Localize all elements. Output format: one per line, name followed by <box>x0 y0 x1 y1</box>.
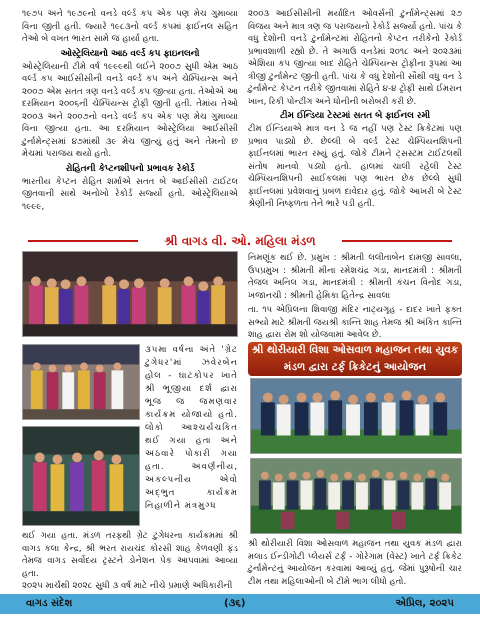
cricket-caption: શ્રી થોરીયારી વિશા ઓસવાળ મહાજન તથા યુવક મંડળ દ્વારા મલાડ ઈન્ડીગોટી પ્લેયર્સ ટર્ફ - ગોરેગામ (વેસ્ટ) ખાતે ટર્ફ ક્રિકેટ ટુર્નામેન્ટનું આયોજન કરવામાં આવ્યું હતું. જેમાં પુરૂષોની ચાર ટીમ તથા મહિલાઓની બે ટીમે ભાગ લીધો હતો. <box>248 539 462 587</box>
vagad-event-caption: ૩૫મા વર્ષના અંતે 'ગ્રેટ ટુગેધર'માં ઝવેરબેન હોલ - ઘાટકોપર ખાતે શ્રી ભૂજીયા દર્શ દ્વારા ભૂજ જ જમણવાર કાર્યક્રમ યોજાયો હતો. લોકો આશ્ચર્યચકિત થઈ ગયા હતા અને અઠવારે પોકારી ગયા હતા. અવર્ણનીય, અકલ્પનીય એવો અદ્ભુત કાર્યક્રમ નિહાળીને મંત્રમુગ્ધ <box>145 345 238 511</box>
section-heading: ઓસ્ટ્રેલિયાનો આઠ વર્લ્ડ કપ ફાઇનલનો <box>60 48 200 59</box>
vagad-mahila-mandal-banner <box>28 232 452 250</box>
left-column-text <box>22 8 238 215</box>
issue-date: એપ્રિલ, ૨૦૨૫ <box>395 598 454 609</box>
paragraph: ઓસ્ટ્રેલિયાની ટીમે વર્ષ ૧૯૯૯થી લઈને ૨૦૦૭ સુધી એમ આઠ વર્લ્ડ કપ આઈસીસીની વનડે વર્લ્ડ કપ અને ચેમ્પિયન્સ અને ૨૦૦૭ એમ સતત ત્રણ વનડે વર્લ્ડ કપ જીત્યા હતા. તેઓએ આ દરમિયાન ૨૦૦૬ની ચેમ્પિયન્સ ટ્રોફી જીતી હતી. તેમાંય તેઓ ૨૦૦૩ અને ૨૦૦૭નો વનડે વર્લ્ડ કપ એક પણ મેચ ગુમાવ્યા વિના જીત્યા હતા. આ દરમિયાન ઓસ્ટ્રેલિયા આઈસીસી ટુર્નામેન્ટ્સમાં ૪૭માંથી ૩૯ મેચ જીત્યું હતું અને તેમનો છ મેચમાં પરાજય થયો હતો. <box>22 61 238 159</box>
group-photo-women <box>22 251 238 337</box>
paragraph: ટીમ ઈન્ડિયાએ માત્ર વન ડે જ નહીં પણ ટેસ્ટ ક્રિકેટમાં પણ પ્રભાવ પાડ્યો છે. છેલ્લી બે વર્લ્ડ ટેસ્ટ ચેમ્પિયનશિપની ફાઈનલમાં ભારત રમ્યું હતું. જોકે ટીમને ટ્સસ્ટમ ટાઈટલથી સંતોષ માનવો પડ્યો હતો. હાલમાં ચાલી રહેલી ટેસ્ટ ચેમ્પિયનશિપની સાઈકલમાં પણ ભારત છેક છેલ્લે સુધી ફાઈનલમાં પ્રવેશવાનું પ્રબળ દાવેદાર હતું. જોકે આખરી બે ટેસ્ટ શ્રેણીની નિષ્ફળતા તેને ભારે પડી હતી. <box>248 124 462 209</box>
divider <box>342 240 452 242</box>
page-footer <box>0 594 480 614</box>
event-photo-felicitation <box>22 426 140 526</box>
vagad-event-continued: થઈ ગયા હતા. મંડળ તરફથી ગ્રેટ ટુગેધરના કાર્યક્રમમાં શ્રી વાગડ કલા કેન્દ્ર, શ્રી ભરત રાયચંદ કોરસી શાહ કેળવણી ફંડ તેમજ વાગડ સર્વોદય ટ્રસ્ટને ડોનેશન પેક આપવામાં આવ્યા હતા. ૨૦૨૫ માર્ચથી ૨૦૨૮ સુધી ૩ વર્ષ માટે નીચે પ્રમાણે અધિકારીની <box>22 531 238 591</box>
cricket-team-photo <box>250 378 462 454</box>
paragraph: તા. ૧૫ એપ્રિલના શિવાજી મંદિર નાટ્યગૃહ - દાદર ખાતે ફક્ત સભ્યો માટે શ્રીમતી જયશ્રી કાન્તિ શાહ તેમજ શ્રી અંકિત કાન્તિ શાહ દ્વારા રોમ શો યોજવામાં આવેલ છે. <box>248 305 462 340</box>
section-heading: રોહિતની કેપ્ટનશીપનો પ્રભાવક રેકોર્ડ <box>65 163 195 174</box>
right-column-text <box>248 8 462 213</box>
paragraph: ૨૦૦૩ આઈસીસીની મર્યાદિત ઓવર્સની ટુર્નામેન્ટ્સમાં ૨૭ વિજય અને માત્ર ત્રણ જ પરાજયનો રેકોર્ડ સર્જ્યો હતો. પાંચ કે વધુ દેશોની વનડે ટુર્નામેન્ટમાં રોહિતનો કેપ્ટન તરીકેનો રેકોર્ડ પ્રભાવશાળી રહ્યો છે. તે અગાઉ વનડેમાં ૨૦૧૮ અને ૨૦૨૩માં એશિયા કપ જીત્યા બાદ રોહિતે ચેમ્પિયન્સ ટ્રોફીના રૂપમાં આ ત્રીજી ટુર્નામેન્ટ જીતી હતી. પાંચ કે વધુ દેશોની સૌથી વધુ વન ડે ટુર્નામેન્ટ કેપ્ટન તરીકે જીતવામાં રોહિતે ૪-૪ ટ્રોફી સાથે ઈમરાન ખાન, રિકી પોન્ટીંગ અને ધોનીની બરોબરી કરી છે. <box>248 9 462 107</box>
divider <box>28 240 138 242</box>
magazine-name: વાગડ સંદેશ <box>26 598 73 609</box>
page-number: (૩૬) <box>224 598 246 609</box>
paragraph: નિમણૂંક થઈ છે. પ્રમુખ : શ્રીમતી લલીતાબેન દામજી સાવલા, ઉપપ્રમુખ : શ્રીમતી મીના રમેશચંદ્ર ગડા, માનદમંત્રી : શ્રીમતી તેજલ અનિલ ગડા, માનદમંત્રી : શ્રીમતી કંચન વિનોદ ગડા, ખજાનચી : શ્રીમતી હેમિકા હિતેન્દ્ર સાવલા <box>248 253 462 301</box>
cricket-group-photo <box>250 458 462 534</box>
event-photo-stage <box>22 344 140 420</box>
banner-title: શ્રી વાગડ વી. ઓ. મહિલા મંડળ <box>164 234 316 248</box>
paragraph: ૧૯૭૫ અને ૧૯૭૯નો વનડે વર્લ્ડ કપ એક પણ મેચ ગુમાવ્યા વિના જીતી હતી. જ્યારે ૧૯૮૩નો વર્લ્ડ કપમાં ફાઈનલ સહિત તેઓ બે વખત ભારત સામે જ હાર્યા હતા. <box>22 9 238 44</box>
banner-title: શ્રી થોરીયારી વિશા ઓસવાળ મહાજન તથા યુવક મંડળ દ્વારા ટર્ફ ક્રિકેટનું આયોજન <box>251 344 459 373</box>
office-bearers-text <box>248 252 462 344</box>
thoriyari-cricket-banner <box>248 342 462 376</box>
paragraph: ભારતીય કેપ્ટન રોહિત શર્માએ સતત બે આઈસીસી ટાઈટલ જીતવાની સાથે અનોખો રેકોર્ડ સર્જ્યો હતો. ઓસ્ટ્રેલિયાએ ૧૯૯૯, <box>22 176 238 212</box>
section-heading: ટીમ ઈન્ડિયા ટેસ્ટમાં સતત બે ફાઈનલ રમી <box>279 111 431 121</box>
